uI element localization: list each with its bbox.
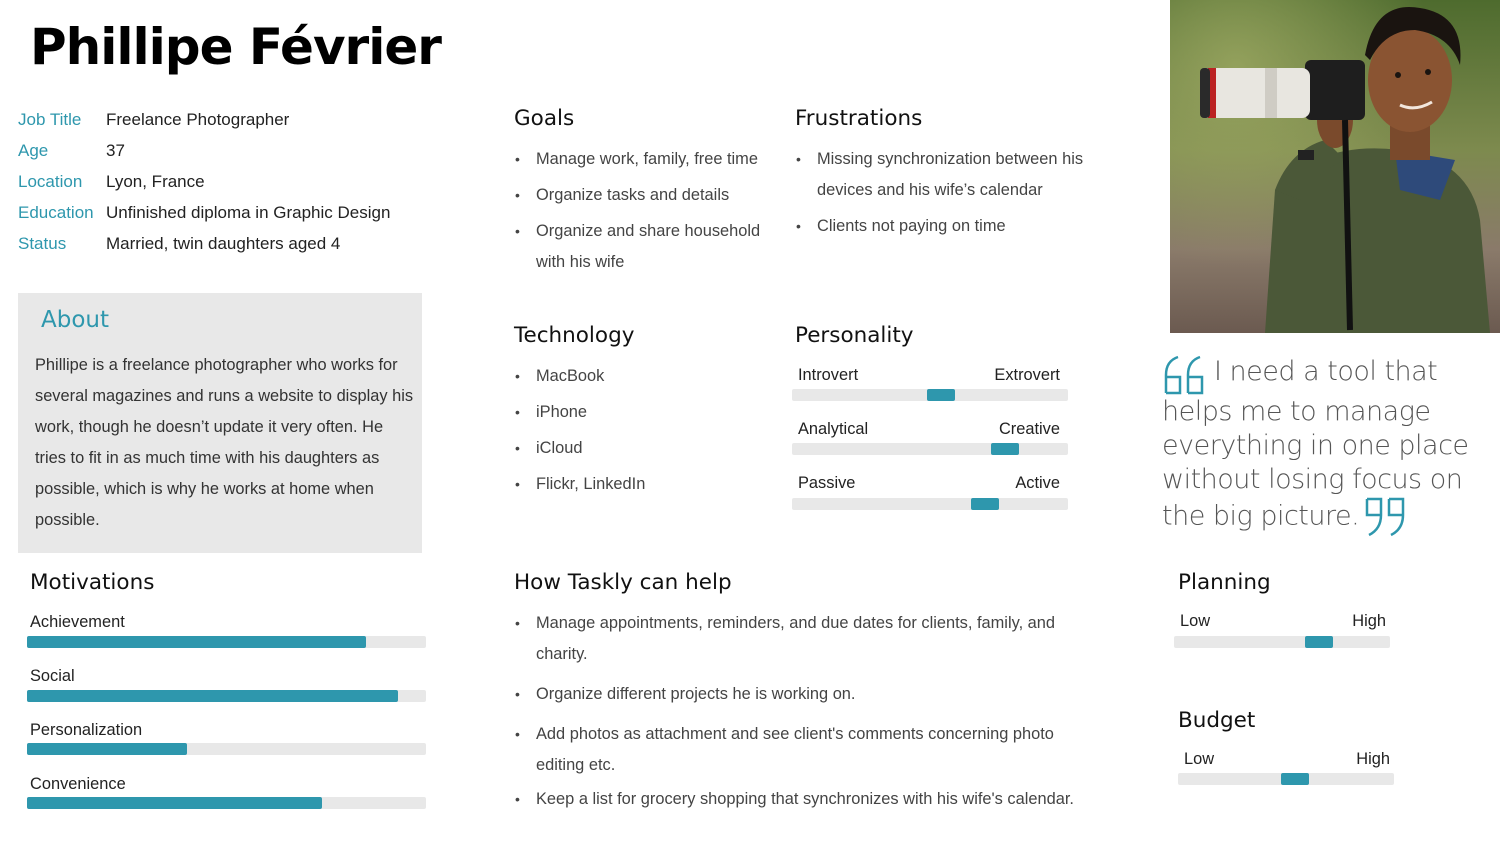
technology-item: • Flickr, LinkedIn bbox=[515, 469, 765, 500]
trait-slider-track bbox=[792, 498, 1068, 510]
persona-name: Phillipe Février bbox=[30, 18, 441, 76]
fact-status bbox=[18, 228, 390, 259]
about-panel bbox=[18, 293, 422, 553]
motivation-bar-fill bbox=[27, 690, 398, 702]
motivation-bar bbox=[27, 636, 426, 648]
help-list bbox=[515, 608, 1090, 808]
trait-slider-knob bbox=[927, 389, 955, 401]
fact-value: Freelance Photographer bbox=[106, 109, 290, 129]
budget-title: Budget bbox=[1178, 708, 1256, 733]
fact-job-title bbox=[18, 104, 390, 135]
fact-key: Education bbox=[18, 202, 94, 222]
motivation-label: Social bbox=[30, 667, 75, 685]
fact-value: Lyon, France bbox=[106, 171, 205, 191]
help-item: • Organize different projects he is working on. bbox=[515, 679, 1090, 710]
photographer-illustration bbox=[1170, 0, 1500, 333]
trait-slider-track bbox=[792, 443, 1068, 455]
about-title: About bbox=[41, 307, 110, 333]
goals-title: Goals bbox=[514, 106, 575, 131]
fact-location bbox=[18, 166, 390, 197]
goal-item: • Organize and share household with his wife bbox=[515, 216, 780, 278]
planning-title: Planning bbox=[1178, 570, 1271, 595]
fact-age bbox=[18, 135, 390, 166]
fact-key: Age bbox=[18, 140, 49, 160]
persona-quote bbox=[1162, 355, 1482, 537]
help-title: How Taskly can help bbox=[514, 570, 732, 595]
fact-value: Unfinished diploma in Graphic Design bbox=[106, 202, 391, 222]
trait-right-label: Active bbox=[1015, 474, 1060, 492]
fact-value: Married, twin daughters aged 4 bbox=[106, 233, 341, 253]
frustrations-title: Frustrations bbox=[795, 106, 923, 131]
planning-low-label: Low bbox=[1180, 612, 1211, 630]
about-text: Phillipe is a freelance photographer who works for several magazines and runs a website to display his work, though he doesn’t update it very often. He tries to fit in as much time with his daughters as possible, which is why he works at home when possible. bbox=[35, 356, 414, 529]
goal-item: • Organize tasks and details bbox=[515, 180, 780, 211]
fact-education bbox=[18, 197, 390, 228]
fact-key: Location bbox=[18, 171, 83, 191]
frustration-item: • Missing synchronization between his devices and his wife’s calendar bbox=[796, 144, 1086, 206]
technology-list bbox=[515, 361, 765, 500]
frustration-item: • Clients not paying on time bbox=[796, 211, 1086, 242]
motivation-label: Achievement bbox=[30, 613, 125, 631]
personality-title: Personality bbox=[795, 323, 914, 348]
technology-item: • iPhone bbox=[515, 397, 765, 428]
trait-left-label: Introvert bbox=[798, 366, 859, 384]
technology-item: • MacBook bbox=[515, 361, 765, 392]
motivations-title: Motivations bbox=[30, 570, 155, 595]
goal-item: • Manage work, family, free time bbox=[515, 144, 780, 175]
budget-high-label: High bbox=[1356, 750, 1390, 768]
help-item: • Manage appointments, reminders, and due dates for clients, family, and charity. bbox=[515, 608, 1090, 670]
trait-slider-knob bbox=[991, 443, 1019, 455]
budget-low-label: Low bbox=[1184, 750, 1215, 768]
technology-item: • iCloud bbox=[515, 433, 765, 464]
motivation-bar-fill bbox=[27, 743, 187, 755]
motivation-label: Convenience bbox=[30, 775, 126, 793]
planning-high-label: High bbox=[1352, 612, 1386, 630]
budget-slider-track bbox=[1178, 773, 1394, 785]
help-item: • Add photos as attachment and see client's comments concerning photo editing etc. bbox=[515, 719, 1090, 781]
trait-slider-knob bbox=[971, 498, 999, 510]
motivation-label: Personalization bbox=[30, 721, 143, 739]
frustrations-list bbox=[796, 144, 1086, 242]
motivation-bar bbox=[27, 797, 426, 809]
planning-slider-track bbox=[1174, 636, 1390, 648]
fact-key: Job Title bbox=[18, 109, 82, 129]
motivation-bar-fill bbox=[27, 636, 366, 648]
help-item bbox=[515, 790, 1090, 808]
trait-right-label: Extrovert bbox=[994, 366, 1060, 384]
fact-value: 37 bbox=[106, 140, 125, 160]
trait-left-label: Analytical bbox=[798, 420, 869, 438]
quote-text: I need a tool that helps me to manage everything in one place without losing focus on the big picture. bbox=[1162, 356, 1469, 532]
help-item-text: Keep a list for grocery shopping that synchronizes with his wife's calendar. bbox=[536, 790, 1074, 808]
persona-photo bbox=[1170, 0, 1500, 333]
motivation-bar bbox=[27, 743, 426, 755]
persona-facts bbox=[18, 104, 390, 259]
open-quote-icon bbox=[1162, 355, 1214, 395]
planning-slider-knob bbox=[1305, 636, 1333, 648]
motivation-bar bbox=[27, 690, 426, 702]
budget-slider-knob bbox=[1281, 773, 1309, 785]
motivation-bar-fill bbox=[27, 797, 322, 809]
fact-key: Status bbox=[18, 233, 67, 253]
goals-list bbox=[515, 144, 780, 278]
technology-title: Technology bbox=[514, 323, 635, 348]
trait-right-label: Creative bbox=[998, 420, 1060, 438]
close-quote-icon bbox=[1359, 497, 1411, 537]
trait-left-label: Passive bbox=[798, 474, 856, 492]
trait-slider-track bbox=[792, 389, 1068, 401]
